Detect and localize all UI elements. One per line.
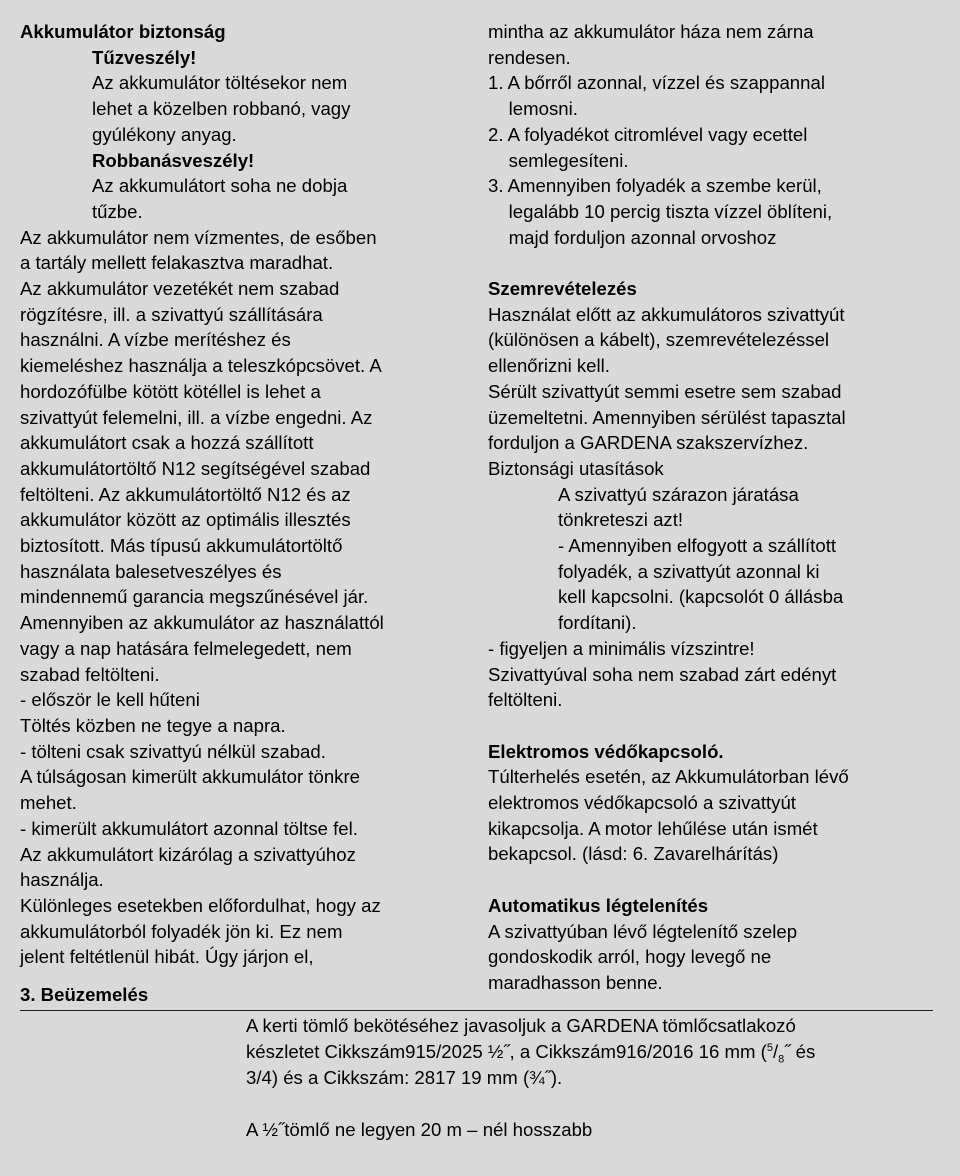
body-line: Az akkumulátor vezetékét nem szabad xyxy=(20,278,340,300)
body-line: akkumulátortöltő N12 segítségével szabad xyxy=(20,457,371,479)
safety-line: fordítani). xyxy=(558,612,637,634)
safety-line: folyadék, a szivattyút azonnal ki xyxy=(558,560,820,582)
step-line: 1. A bőrről azonnal, vízzel és szappannal xyxy=(488,72,825,94)
fire-text-line: gyúlékony anyag. xyxy=(92,123,237,145)
intro-line: mintha az akkumulátor háza nem zárna xyxy=(488,21,814,42)
step-line: lemosni. xyxy=(488,98,578,120)
body-line: Töltés közben ne tegye a napra. xyxy=(20,714,286,736)
fraction-slash: / xyxy=(772,1041,779,1062)
body-line: jelent feltétlenül hibát. Úgy járjon el, xyxy=(20,946,314,968)
inspection-line: forduljon a GARDENA szakszervízhez. xyxy=(488,432,809,454)
safety-line: tönkreteszi azt! xyxy=(558,509,684,531)
body-line: - tölteni csak szivattyú nélkül szabad. xyxy=(20,740,326,762)
body-line: akkumulátor között az optimális illesztés xyxy=(20,509,351,531)
body-line: rögzítésre, ill. a szivattyú szállítására xyxy=(20,303,323,325)
installation-line: 3/4) és a Cikkszám: 2817 19 mm (¾˝). xyxy=(246,1067,563,1088)
step-line: 2. A folyadékot citromlével vagy ecettel xyxy=(488,123,808,145)
spacer xyxy=(488,867,948,893)
hose-length-note: A ½˝tömlő ne legyen 20 m – nél hosszabb xyxy=(246,1118,593,1140)
protection-line: kikapcsolja. A motor lehűlése után ismét xyxy=(488,817,818,839)
left-column xyxy=(20,19,470,970)
installation-text-part: ˝ és xyxy=(784,1041,816,1062)
body-line: kiemeléshez használja a teleszkópcsövet. A xyxy=(20,355,382,377)
body-line: használja. xyxy=(20,869,104,891)
body-line: használata balesetveszélyes és xyxy=(20,560,282,582)
step-line: majd forduljon azonnal orvoshoz xyxy=(488,226,777,248)
body-line: feltölteni. Az akkumulátortöltő N12 és az xyxy=(20,483,351,505)
step-line: semlegesíteni. xyxy=(488,149,629,171)
bleed-line: gondoskodik arról, hogy levegő ne xyxy=(488,946,772,968)
body-line: akkumulátort csak a hozzá szállított xyxy=(20,432,314,454)
safety-line: - Amennyiben elfogyott a szállított xyxy=(558,535,837,557)
body-line: biztosított. Más típusú akkumulátortöltő xyxy=(20,535,343,557)
fire-hazard-title: Tűzveszély! xyxy=(92,46,197,68)
protection-line: Túlterhelés esetén, az Akkumulátorban lévő xyxy=(488,766,849,788)
body-line: mehet. xyxy=(20,792,77,814)
body-line: Az akkumulátort kizárólag a szivattyúhoz xyxy=(20,843,356,865)
inspection-line: üzemeltetni. Amennyiben sérülést tapasztal xyxy=(488,406,846,428)
body-line: szabad feltölteni. xyxy=(20,663,160,685)
body-line: a tartály mellett felakasztva maradhat. xyxy=(20,252,334,274)
body-line: használni. A vízbe merítéshez és xyxy=(20,329,291,351)
spacer xyxy=(488,713,948,739)
right-column xyxy=(488,19,948,996)
explosion-text-line: Az akkumulátort soha ne dobja xyxy=(92,175,348,197)
inspection-line: (különösen a kábelt), szemrevételezéssel xyxy=(488,329,830,351)
fraction-denominator: 8 xyxy=(778,1053,785,1066)
inspection-line: ellenőrizni kell. xyxy=(488,355,610,377)
body-line: hordozófülbe kötött kötéllel is lehet a xyxy=(20,380,321,402)
body-line: szivattyút felemelni, ill. a vízbe engedni. Az xyxy=(20,406,373,428)
protection-line: bekapcsol. (lásd: 6. Zavarelhárítás) xyxy=(488,843,779,865)
bleed-line: A szivattyúban lévő légtelenítő szelep xyxy=(488,920,798,942)
installation-line xyxy=(246,1039,946,1065)
inspection-title: Szemrevételezés xyxy=(488,278,637,300)
inspection-line: Sérült szivattyút semmi esetre sem szabad xyxy=(488,380,842,402)
inspection-line: Használat előtt az akkumulátoros szivattyút xyxy=(488,303,845,325)
body-line: mindennemű garancia megszűnésével jár. xyxy=(20,586,369,608)
bleed-line: maradhasson benne. xyxy=(488,971,663,993)
safety-tail-line: Szivattyúval soha nem szabad zárt edényt xyxy=(488,663,837,685)
intro-line: rendesen. xyxy=(488,46,571,68)
installation-text-part: készletet Cikkszám915/2025 ½˝, a Cikkszám916/2016 16 mm ( xyxy=(246,1041,767,1062)
safety-tail-line: - figyeljen a minimális vízszintre! xyxy=(488,637,755,659)
protection-line: elektromos védőkapcsoló a szivattyút xyxy=(488,792,796,814)
battery-safety-heading: Akkumulátor biztonság xyxy=(20,21,226,42)
fire-text-line: Az akkumulátor töltésekor nem xyxy=(92,72,348,94)
section-divider xyxy=(20,1010,933,1011)
spacer xyxy=(246,1091,946,1117)
fire-text-line: lehet a közelben robbanó, vagy xyxy=(92,98,351,120)
body-line: A túlságosan kimerült akkumulátor tönkre xyxy=(20,766,361,788)
body-line: vagy a nap hatására felmelegedett, nem xyxy=(20,637,352,659)
explosion-hazard-title: Robbanásveszély! xyxy=(92,149,255,171)
installation-title: 3. Beüzemelés xyxy=(20,984,149,1005)
fraction-numerator: 5 xyxy=(766,1041,773,1054)
safety-line: A szivattyú szárazon járatása xyxy=(558,483,799,505)
body-line: - először le kell hűteni xyxy=(20,689,200,711)
spacer xyxy=(488,250,948,276)
bleed-title: Automatikus légtelenítés xyxy=(488,894,709,916)
inspection-line: Biztonsági utasítások xyxy=(488,457,664,479)
step-line: 3. Amennyiben folyadék a szembe kerül, xyxy=(488,175,822,197)
explosion-text-line: tűzbe. xyxy=(92,200,143,222)
body-line: Az akkumulátor nem vízmentes, de esőben xyxy=(20,226,377,248)
step-line: legalább 10 percig tiszta vízzel öblíteni, xyxy=(488,200,833,222)
installation-text xyxy=(246,1013,946,1143)
body-line: akkumulátorból folyadék jön ki. Ez nem xyxy=(20,920,343,942)
body-line: Különleges esetekben előfordulhat, hogy az xyxy=(20,894,381,916)
safety-tail-line: feltölteni. xyxy=(488,689,563,711)
body-line: Amennyiben az akkumulátor az használattól xyxy=(20,612,384,634)
installation-line: A kerti tömlő bekötéséhez javasoljuk a GARDENA tömlőcsatlakozó xyxy=(246,1015,796,1036)
body-line: - kimerült akkumulátort azonnal töltse fel. xyxy=(20,817,358,839)
safety-line: kell kapcsolni. (kapcsolót 0 állásba xyxy=(558,586,844,608)
protection-title: Elektromos védőkapcsoló. xyxy=(488,740,724,762)
